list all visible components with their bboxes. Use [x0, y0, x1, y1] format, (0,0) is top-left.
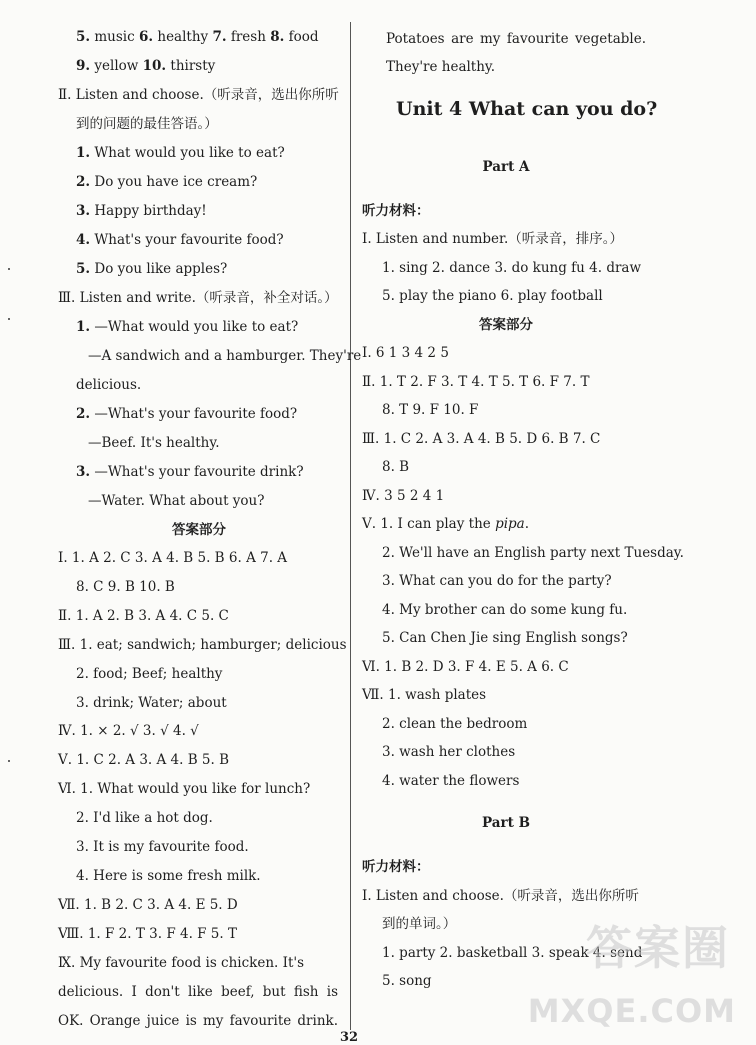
vocab-line-2: 9. yellow 10. thirsty	[76, 58, 216, 74]
answer-line: Ⅰ. 6 1 3 4 2 5	[362, 345, 449, 361]
watermark-logo-text: 答案圈	[586, 921, 730, 975]
answer-line: Ⅰ. 1. A 2. C 3. A 4. B 5. B 6. A 7. A	[58, 550, 288, 566]
section-heading: Ⅰ. Listen and choose.（听录音，选出你所听	[362, 888, 639, 904]
unit-title: Unit 4 What can you do?	[396, 98, 658, 120]
word-list: 5. play the piano 6. play football	[382, 288, 603, 304]
column-divider	[350, 22, 351, 1030]
answer-line: Ⅱ. 1. T 2. F 3. T 4. T 5. T 6. F 7. T	[362, 374, 590, 390]
passage-line: OK. Orange juice is my favourite drink.	[58, 1013, 338, 1029]
answer-line: 5. Can Chen Jie sing English songs?	[382, 630, 628, 646]
dialog-line: —A sandwich and a hamburger. They're	[88, 348, 362, 364]
word-list: 1. sing 2. dance 3. do kung fu 4. draw	[382, 260, 642, 276]
dialog-line: delicious.	[76, 377, 142, 393]
passage-line: Ⅸ. My favourite food is chicken. It's	[58, 955, 305, 971]
answer-line: Ⅵ. 1. What would you like for lunch?	[58, 781, 311, 797]
section-heading-cont: 到的单词。）	[382, 916, 457, 932]
vocab-line-1: 5. music 6. healthy 7. fresh 8. food	[76, 29, 319, 45]
word-list: 1. party 2. basketball 3. speak 4. send	[382, 945, 643, 961]
margin-mark	[8, 760, 10, 762]
answers-title: 答案部分	[479, 317, 533, 333]
answer-line: Ⅶ. 1. B 2. C 3. A 4. E 5. D	[58, 897, 238, 913]
answer-line: 3. wash her clothes	[382, 744, 516, 760]
answer-line: 4. Here is some fresh milk.	[76, 868, 261, 884]
answer-line: 3. What can you do for the party?	[382, 573, 612, 589]
answer-line: Ⅵ. 1. B 2. D 3. F 4. E 5. A 6. C	[362, 659, 569, 675]
answer-line: 2. clean the bedroom	[382, 716, 528, 732]
dialog-line: —Beef. It's healthy.	[88, 435, 220, 451]
answer-line: Ⅳ. 1. × 2. √ 3. √ 4. √	[58, 723, 199, 739]
question-item: 5. Do you like apples?	[76, 261, 228, 277]
watermark	[527, 921, 742, 1032]
dialog-line: —Water. What about you?	[88, 493, 265, 509]
answer-line: Ⅳ. 3 5 2 4 1	[362, 488, 445, 504]
listening-material-label: 听力材料：	[362, 859, 430, 875]
answer-line: 4. My brother can do some kung fu.	[382, 602, 628, 618]
answer-line: Ⅷ. 1. F 2. T 3. F 4. F 5. T	[58, 926, 237, 942]
answer-line: Ⅲ. 1. eat; sandwich; hamburger; delicious	[58, 637, 347, 653]
answer-line: 4. water the flowers	[382, 773, 520, 789]
question-item: 1. What would you like to eat?	[76, 145, 285, 161]
margin-mark	[8, 318, 10, 320]
answer-line: 3. drink; Water; about	[76, 695, 227, 711]
answer-line: 3. It is my favourite food.	[76, 839, 249, 855]
answer-line: 2. I'd like a hot dog.	[76, 810, 213, 826]
word-list: 5. song	[382, 973, 432, 989]
dialog-line: 1. —What would you like to eat?	[76, 319, 299, 335]
answer-line: 2. We'll have an English party next Tuesday.	[382, 545, 684, 561]
answer-line: Ⅴ. 1. C 2. A 3. A 4. B 5. B	[58, 752, 230, 768]
question-item: 2. Do you have ice cream?	[76, 174, 258, 190]
listening-material-label: 听力材料：	[362, 203, 430, 219]
answer-line: Ⅴ. 1. I can play the pipa.	[362, 516, 530, 532]
answer-line: Ⅲ. 1. C 2. A 3. A 4. B 5. D 6. B 7. C	[362, 431, 601, 447]
section-iii-heading: Ⅲ. Listen and write.（听录音，补全对话。）	[58, 290, 338, 306]
part-b-title: Part B	[482, 815, 530, 831]
section-ii-heading: Ⅱ. Listen and choose.（听录音，选出你所听	[58, 87, 339, 103]
watermark-url: MXQE.COM	[527, 992, 736, 1030]
answer-line: 8. C 9. B 10. B	[76, 579, 175, 595]
dialog-line: 3. —What's your favourite drink?	[76, 464, 304, 480]
dialog-line: 2. —What's your favourite food?	[76, 406, 298, 422]
answer-line: 8. B	[382, 459, 410, 475]
passage-line: They're healthy.	[386, 59, 496, 75]
answer-line: Ⅶ. 1. wash plates	[362, 687, 487, 703]
margin-mark	[8, 268, 10, 270]
passage-line: Potatoes are my favourite vegetable.	[386, 31, 646, 47]
answer-line: 2. food; Beef; healthy	[76, 666, 223, 682]
passage-line: delicious. I don't like beef, but fish is	[58, 984, 338, 1000]
page-number: 32	[340, 1030, 359, 1045]
answers-title: 答案部分	[172, 522, 226, 538]
section-heading: Ⅰ. Listen and number.（听录音，排序。）	[362, 231, 624, 247]
question-item: 3. Happy birthday!	[76, 203, 207, 219]
question-item: 4. What's your favourite food?	[76, 232, 284, 248]
answer-line: 8. T 9. F 10. F	[382, 402, 479, 418]
section-ii-heading-cont: 到的问题的最佳答语。）	[76, 116, 218, 132]
answer-line: Ⅱ. 1. A 2. B 3. A 4. C 5. C	[58, 608, 229, 624]
part-a-title: Part A	[482, 159, 530, 175]
